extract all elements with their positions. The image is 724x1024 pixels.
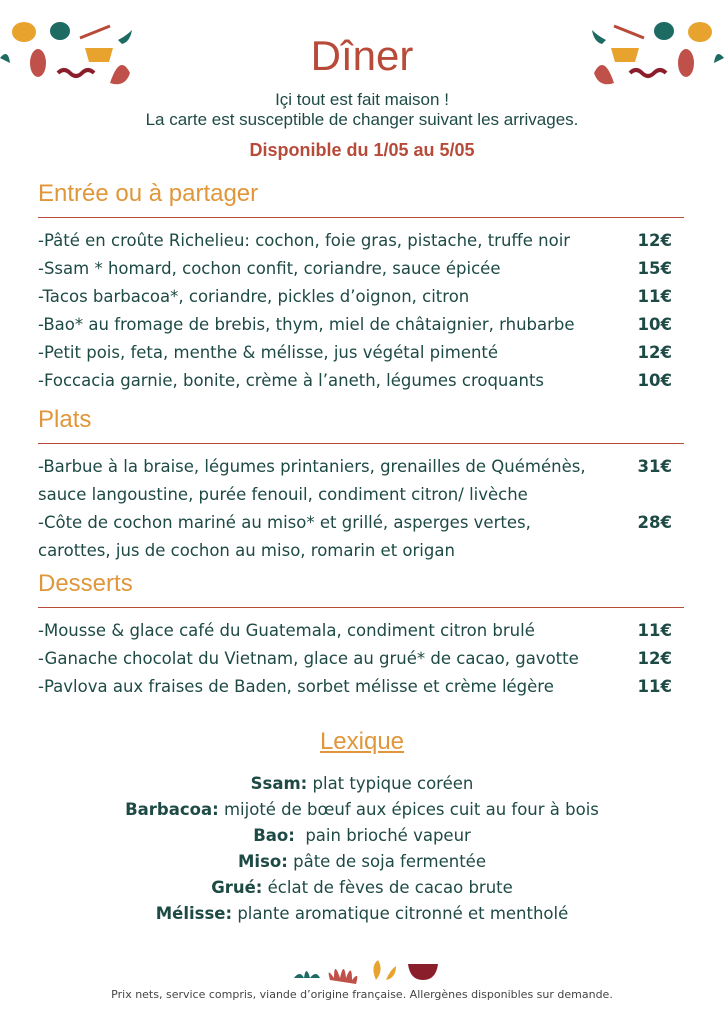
lexique-term: Ssam: bbox=[250, 774, 308, 793]
menu-item-name: -Pavlova aux fraises de Baden, sorbet mélisse et crème légère bbox=[38, 677, 554, 696]
lexique-term: Barbacoa: bbox=[125, 800, 219, 819]
menu-item-name-cont: carottes, jus de cochon au miso, romarin et origan bbox=[38, 541, 455, 560]
lexique-definition: pâte de soja fermentée bbox=[287, 852, 486, 871]
section-divider bbox=[38, 607, 684, 608]
lexique-definition: éclat de fèves de cacao brute bbox=[262, 878, 513, 897]
menu-item-name: -Pâté en croûte Richelieu: cochon, foie gras, pistache, truffe noir bbox=[38, 231, 571, 250]
lexique-term: Grué: bbox=[211, 878, 263, 897]
menu-item-price: 31€ bbox=[637, 457, 672, 476]
menu-item-price: 12€ bbox=[637, 343, 672, 362]
lexique-entry bbox=[0, 823, 724, 849]
section-divider bbox=[38, 443, 684, 444]
menu-item-name: -Mousse & glace café du Guatemala, condiment citron brulé bbox=[38, 621, 535, 640]
menu-item-name: -Ssam * homard, cochon confit, coriandre, sauce épicée bbox=[38, 259, 501, 278]
lexique-term: Bao: bbox=[253, 826, 295, 845]
footer-note: Prix nets, service compris, viande d’origine française. Allergènes disponibles sur demande. bbox=[111, 988, 613, 1001]
menu-item-name: -Bao* au fromage de brebis, thym, miel de châtaignier, rhubarbe bbox=[38, 315, 575, 334]
menu-item-price: 10€ bbox=[637, 315, 672, 334]
menu-item-price: 11€ bbox=[637, 677, 672, 696]
lexique-entry bbox=[0, 771, 724, 797]
menu-item-name: -Foccacia garnie, bonite, crème à l’aneth, légumes croquants bbox=[38, 371, 545, 390]
menu-item-price: 12€ bbox=[637, 649, 672, 668]
page-title: Dîner bbox=[310, 32, 414, 79]
lexique-definition: pain brioché vapeur bbox=[294, 826, 471, 845]
section-title: Plats bbox=[38, 406, 92, 433]
lexique-definition: mijoté de bœuf aux épices cuit au four à bois bbox=[218, 800, 599, 819]
lexique-term: Miso: bbox=[238, 852, 288, 871]
menu-item-price: 11€ bbox=[637, 287, 672, 306]
menu-item-name: -Ganache chocolat du Vietnam, glace au grué* de cacao, gavotte bbox=[38, 649, 579, 668]
lexique-entry bbox=[0, 797, 724, 823]
section-title: Entrée ou à partager bbox=[38, 180, 259, 207]
lexique-term: Mélisse: bbox=[155, 904, 233, 923]
lexique-entry bbox=[0, 875, 724, 901]
menu-item-name: -Tacos barbacoa*, coriandre, pickles d’oignon, citron bbox=[38, 287, 470, 306]
menu-item-name: -Petit pois, feta, menthe & mélisse, jus végétal pimenté bbox=[38, 343, 499, 362]
menu-item-price: 10€ bbox=[637, 371, 672, 390]
decorative-leaves-icon bbox=[290, 952, 440, 984]
section-divider bbox=[38, 217, 684, 218]
menu-item-name-cont: sauce langoustine, purée fenouil, condiment citron/ livèche bbox=[38, 485, 528, 504]
menu-item-price: 11€ bbox=[637, 621, 672, 640]
intro-line-2: La carte est susceptible de changer suivant les arrivages. bbox=[145, 110, 579, 129]
lexique-title: Lexique bbox=[319, 728, 405, 755]
menu-item-price: 28€ bbox=[637, 513, 672, 532]
lexique-entry bbox=[0, 901, 724, 927]
menu-item-name: -Côte de cochon mariné au miso* et grillé, asperges vertes, bbox=[38, 513, 531, 532]
availability-dates: Disponible du 1/05 au 5/05 bbox=[249, 140, 475, 160]
lexique-entry bbox=[0, 849, 724, 875]
lexique-definition: plante aromatique citronné et mentholé bbox=[232, 904, 569, 923]
intro-line-1: Içi tout est fait maison ! bbox=[275, 90, 449, 109]
menu-item-name: -Barbue à la braise, légumes printaniers, grenailles de Quéménès, bbox=[38, 457, 586, 476]
menu-item-price: 12€ bbox=[637, 231, 672, 250]
lexique-definition: plat typique coréen bbox=[307, 774, 474, 793]
section-title: Desserts bbox=[38, 570, 133, 597]
menu-item-price: 15€ bbox=[637, 259, 672, 278]
